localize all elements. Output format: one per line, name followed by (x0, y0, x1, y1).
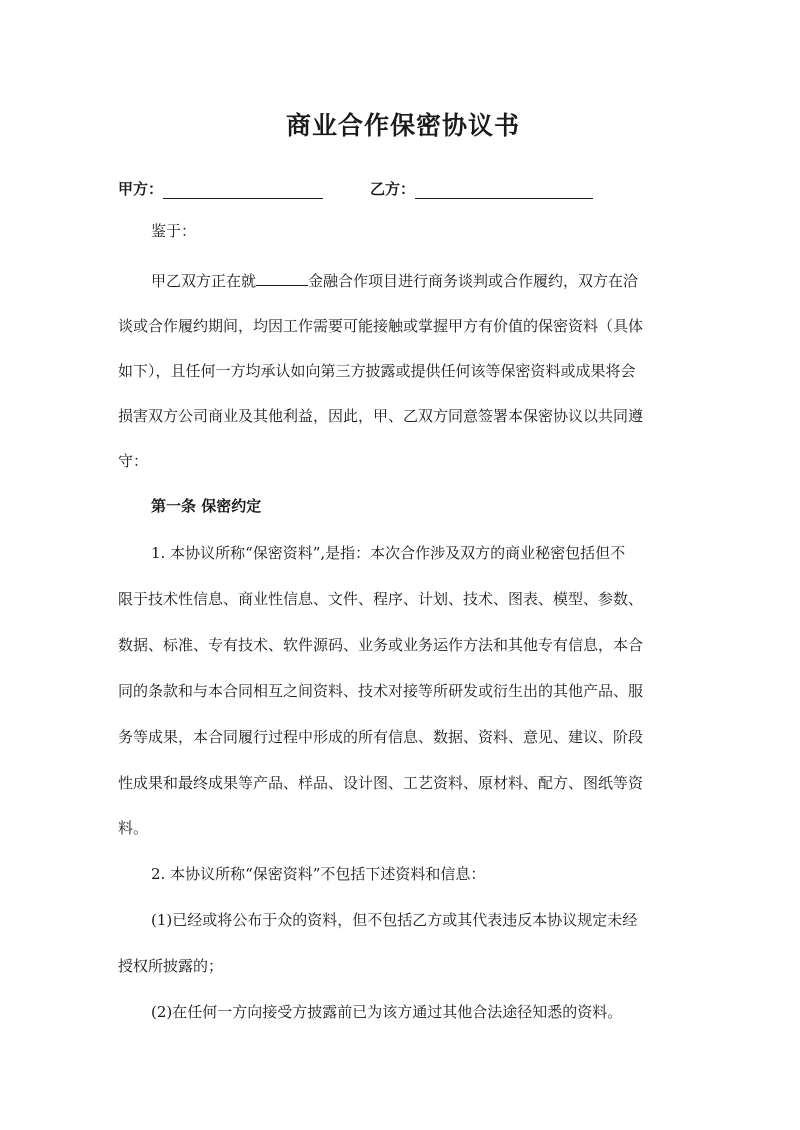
preamble-text-after-blank: 金融合作项目进行商务谈判或合作履约，双方在洽 (308, 272, 639, 290)
document-title: 商业合作保密协议书 (285, 111, 520, 140)
clause-1-line-2: 限于技术性信息、商业性信息、文件、程序、计划、技术、图表、模型、参数、 (118, 590, 644, 608)
preamble-line-4: 损害双方公司商业及其他利益，因此，甲、乙双方同意签署本保密协议以共同遵 (118, 407, 644, 425)
clause-1-line-4: 同的条款和与本合同相互之间资料、技术对接等所研发或衍生出的其他产品、服 (118, 682, 644, 700)
party-a-label: 甲方： (118, 180, 164, 198)
clause-1-line-5: 务等成果，本合同履行过程中形成的所有信息、数据、资料、意见、建议、阶段 (118, 728, 644, 746)
preamble-line-2: 谈或合作履约期间，均因工作需要可能接触或掌握甲方有价值的保密资料（具体 (118, 317, 644, 335)
item-2-line-1: (2)在任何一方向接受方披露前已为该方通过其他合法途径知悉的资料。 (151, 1003, 623, 1021)
document-page (118, 0, 688, 1130)
parties-row (118, 178, 688, 202)
party-b (370, 178, 593, 199)
party-b-label: 乙方： (370, 180, 416, 198)
clause-2-line-1: 2. 本协议所称“保密资料”不包括下述资料和信息： (151, 865, 486, 883)
party-b-blank-line (415, 182, 593, 199)
preamble-line-1 (118, 259, 688, 304)
preamble-text-before-blank: 甲乙双方正在就 (151, 272, 257, 290)
project-blank-line (256, 271, 308, 286)
clause-1-line-1: 1. 本协议所称“保密资料”,是指：本次合作涉及双方的商业秘密包括但不 (151, 544, 626, 562)
clause-1-line-7: 料。 (118, 819, 149, 837)
clause-1-line-6: 性成果和最终成果等产品、样品、设计图、工艺资料、原材料、配方、图纸等资 (118, 774, 644, 792)
clause-1-line-3: 数据、标准、专有技术、软件源码、业务或业务运作方法和其他专有信息，本合 (118, 636, 644, 654)
preamble-line-3: 如下），且任何一方均承认如向第三方披露或提供任何该等保密资料或成果将会 (118, 362, 636, 380)
item-1-line-1: (1)已经或将公布于众的资料，但不包括乙方或其代表违反本协议规定未经 (151, 911, 638, 929)
preamble-line-5: 守： (118, 452, 149, 470)
article-1-heading: 第一条 保密约定 (151, 497, 262, 515)
item-1-line-2: 授权所披露的； (118, 957, 224, 975)
party-a-blank-line (163, 182, 323, 199)
party-a (118, 178, 323, 199)
whereas-line: 鉴于： (151, 222, 197, 240)
